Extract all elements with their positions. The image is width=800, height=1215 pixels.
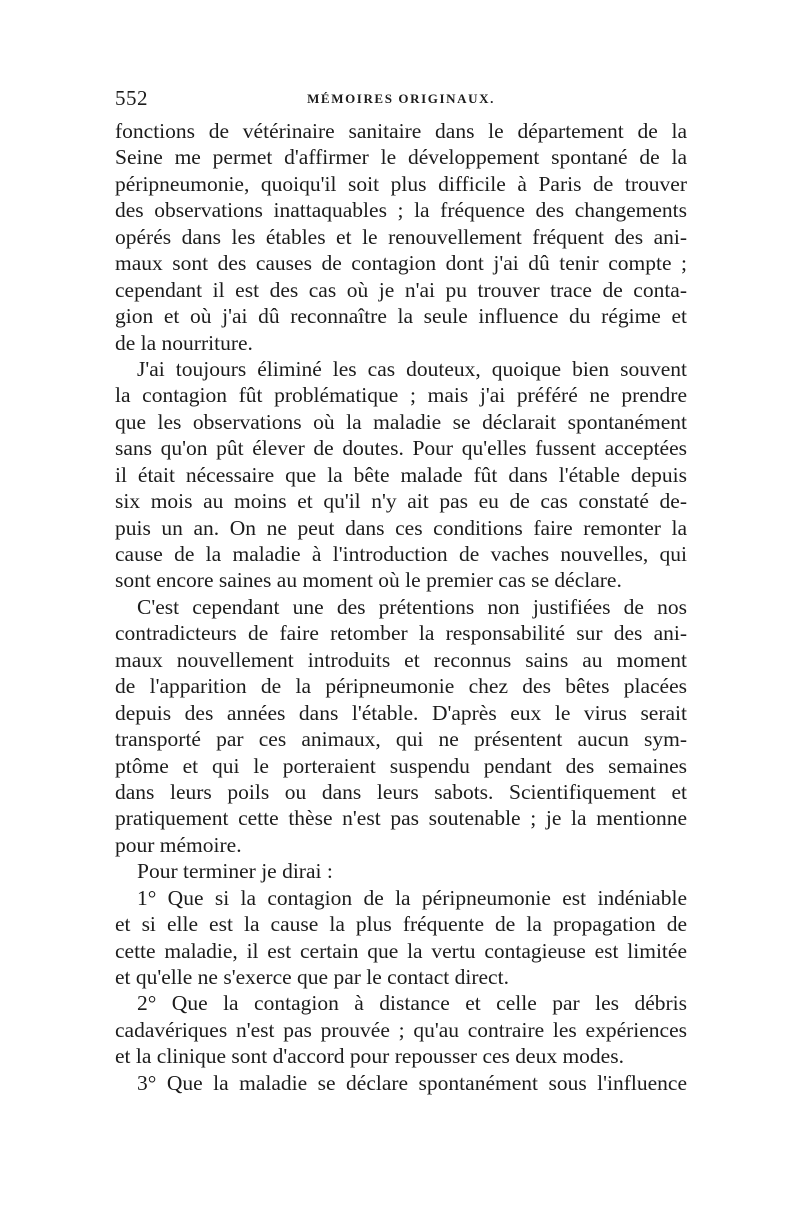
text-line: 1° Que si la contagion de la péripneumonie est indéniable [137, 885, 687, 910]
text-line: et si elle est la cause la plus fréquente de la propagation de [115, 912, 687, 937]
text-line: maux sont des causes de contagion dont j'ai dû tenir compte ; [115, 251, 687, 276]
text-line: pratiquement cette thèse n'est pas soutenable ; je la mentionne [115, 806, 687, 831]
page-header [115, 86, 687, 118]
text-line: que les observations où la maladie se déclarait spontanément [115, 409, 687, 434]
text-line: cependant il est des cas où je n'ai pu trouver trace de conta- [115, 277, 687, 302]
text-line: 2° Que la contagion à distance et celle par les débris [137, 991, 687, 1016]
text-line: J'ai toujours éliminé les cas douteux, quoique bien souvent [137, 356, 687, 381]
text-line: C'est cependant une des prétentions non justifiées de nos [137, 594, 687, 619]
text-line: transporté par ces animaux, qui ne présentent aucun sym- [115, 727, 687, 752]
text-line: depuis des années dans l'étable. D'après eux le virus serait [115, 700, 687, 725]
text-line: sont encore saines au moment où le premier cas se déclare. [115, 568, 622, 593]
text-line: dans leurs poils ou dans leurs sabots. Scientifiquement et [115, 779, 687, 804]
text-line: opérés dans les étables et le renouvellement fréquent des ani- [115, 224, 687, 249]
text-line: Pour terminer je dirai : [137, 859, 333, 884]
text-line: six mois au moins et qu'il n'y ait pas eu de cas constaté de- [115, 489, 687, 514]
text-line: et qu'elle ne s'exerce que par le contact direct. [115, 965, 509, 989]
text-line: gion et où j'ai dû reconnaître la seule influence du régime et [115, 304, 687, 329]
text-line: de la nourriture. [115, 330, 253, 355]
text-line: maux nouvellement introduits et reconnus sains au moment [115, 647, 687, 672]
text-line: contradicteurs de faire retomber la responsabilité sur des ani- [115, 621, 687, 646]
text-line: il était nécessaire que la bête malade fût dans l'étable depuis [115, 462, 687, 487]
text-line: cause de la maladie à l'introduction de vaches nouvelles, qui [115, 542, 687, 566]
text-line: pour mémoire. [115, 832, 242, 857]
text-line: cette maladie, il est certain que la vertu contagieuse est limitée [115, 938, 687, 963]
body-text [115, 118, 687, 1096]
text-line: péripneumonie, quoiqu'il soit plus difficile à Paris de trouver [115, 171, 687, 196]
page-number: 552 [115, 86, 148, 110]
text-line: puis un an. On ne peut dans ces conditions faire remonter la [115, 515, 687, 540]
running-title: MÉMOIRES ORIGINAUX. [307, 91, 495, 106]
text-line: ptôme et qui le porteraient suspendu pendant des semaines [115, 753, 687, 778]
text-line: 3° Que la maladie se déclare spontanément sous l'influence [137, 1070, 687, 1095]
text-line: cadavériques n'est pas prouvée ; qu'au contraire les expériences [115, 1017, 687, 1042]
text-line: fonctions de vétérinaire sanitaire dans le département de la [115, 119, 687, 143]
text-line: la contagion fût problématique ; mais j'ai préféré ne prendre [115, 383, 687, 408]
text-line: des observations inattaquables ; la fréquence des changements [115, 198, 687, 223]
text-line: de l'apparition de la péripneumonie chez des bêtes placées [115, 674, 687, 699]
text-line: sans qu'on pût élever de doutes. Pour qu'elles fussent acceptées [115, 436, 687, 461]
text-line: Seine me permet d'affirmer le développement spontané de la [115, 145, 687, 170]
text-line: et la clinique sont d'accord pour repousser ces deux modes. [115, 1044, 624, 1069]
